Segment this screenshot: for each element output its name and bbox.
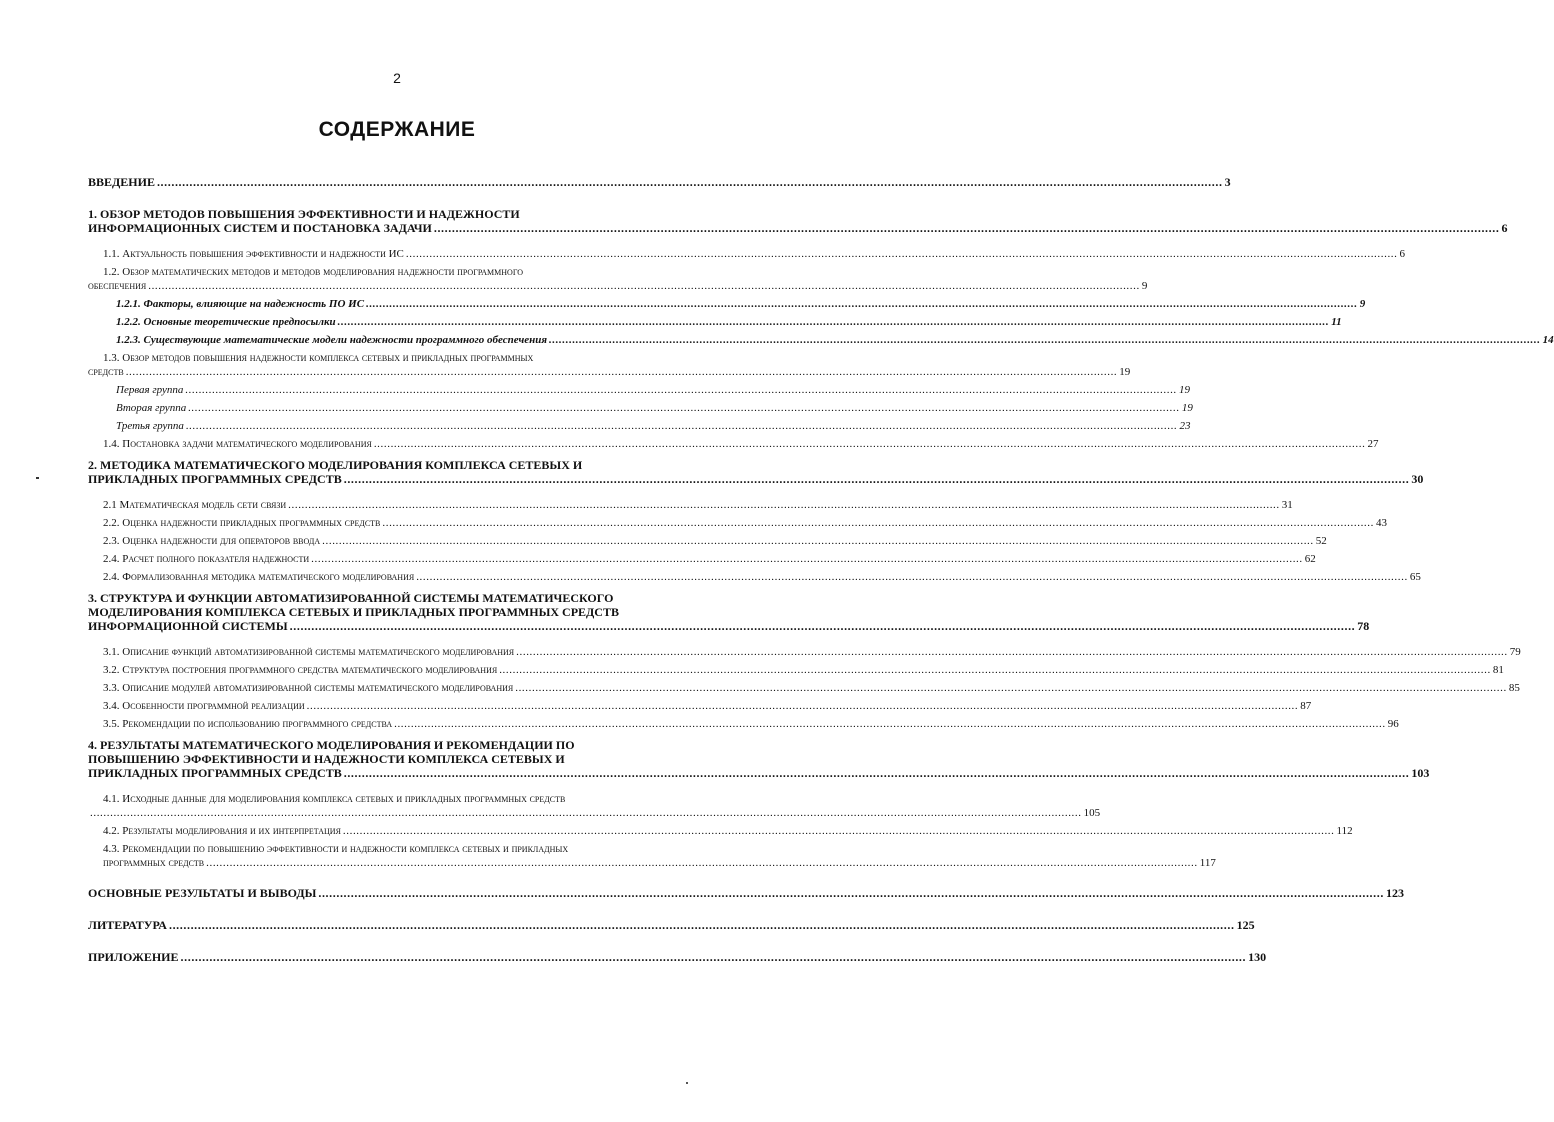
toc-section-1-3[interactable] xyxy=(88,351,1131,379)
toc-group-first[interactable] xyxy=(88,383,1191,397)
toc-section-4-2[interactable] xyxy=(88,824,1353,838)
toc-page-number: 31 xyxy=(1281,499,1293,511)
toc-section-2-4[interactable] xyxy=(88,552,1316,566)
toc-entry-text: 2.4. Формализованная методика математического моделирования xyxy=(103,571,415,583)
toc-entry-text: 2.4. Расчет полного показателя надежности xyxy=(103,553,310,565)
toc-entry-intro[interactable] xyxy=(88,175,1231,189)
toc-chapter-2[interactable] xyxy=(88,458,1424,486)
toc-page-number: 103 xyxy=(1411,766,1430,780)
toc-page-number: 11 xyxy=(1331,316,1342,328)
toc-chapter-4[interactable] xyxy=(88,738,1430,780)
toc-entry-text: ЛИТЕРАТУРА xyxy=(88,918,167,932)
toc-entry-text: 3.2. Структура построения программного средства математического моделирования xyxy=(103,664,498,676)
toc-entry-text: 4.1. Исходные данные для моделирования комплекса сетевых и прикладных программных средств xyxy=(103,793,566,805)
toc-page-number: 52 xyxy=(1315,535,1327,547)
toc-entry-text: обеспечения xyxy=(88,280,147,292)
toc-entry-text: 4.3. Рекомендации по повышению эффективности и надежности комплекса сетевых и прикладных xyxy=(103,843,569,855)
toc-page-number: 105 xyxy=(1083,807,1101,819)
toc-section-4-1[interactable] xyxy=(88,792,1101,820)
page-title: СОДЕРЖАНИЕ xyxy=(318,118,476,141)
toc-page-number: 96 xyxy=(1387,718,1399,730)
toc-entry-text: 1.1. Актуальность повышения эффективности и надежности ИС xyxy=(103,248,404,260)
toc-entry-text: программных средств xyxy=(103,857,205,869)
toc-section-4-3[interactable] xyxy=(88,842,1216,870)
toc-entry-text: 4.2. Результаты моделирования и их интерпретация xyxy=(103,825,341,837)
toc-chapter-1[interactable] xyxy=(88,207,1508,235)
toc-entry-text: 4. РЕЗУЛЬТАТЫ МАТЕМАТИЧЕСКОГО МОДЕЛИРОВАНИЯ И РЕКОМЕНДАЦИИ ПО xyxy=(88,738,575,752)
toc-entry-text: ПРИКЛАДНЫХ ПРОГРАММНЫХ СРЕДСТВ xyxy=(88,472,342,486)
toc-entry-results[interactable] xyxy=(88,886,1404,900)
toc-entry-text: Третья группа xyxy=(116,420,184,432)
toc-entry-text: 3.1. Описание функций автоматизированной системы математического моделирования xyxy=(103,646,515,658)
toc-entry-text: 2. МЕТОДИКА МАТЕМАТИЧЕСКОГО МОДЕЛИРОВАНИЯ КОМПЛЕКСА СЕТЕВЫХ И xyxy=(88,458,583,472)
toc-page-number: 23 xyxy=(1179,420,1191,432)
toc-entry-text: 3.5. Рекомендации по использованию программного средства xyxy=(103,718,393,730)
toc-page-number: 6 xyxy=(1399,248,1406,260)
toc-entry-text: 1.3. Обзор методов повышения надежности комплекса сетевых и прикладных программных xyxy=(103,352,534,364)
toc-page-number: 6 xyxy=(1501,221,1508,235)
toc-section-1-2[interactable] xyxy=(88,265,1148,293)
toc-page-number: 14 xyxy=(1542,334,1554,346)
scan-speck xyxy=(686,1082,688,1084)
toc-page-number: 81 xyxy=(1492,664,1504,676)
toc-page-number: 125 xyxy=(1236,918,1255,932)
toc-page-number: 19 xyxy=(1181,402,1193,414)
toc-entry-text: Первая группа xyxy=(116,384,184,396)
toc-entry-text: 3. СТРУКТУРА И ФУНКЦИИ АВТОМАТИЗИРОВАННОЙ СИСТЕМЫ МАТЕМАТИЧЕСКОГО xyxy=(88,591,614,605)
toc-subsection-1-2-1[interactable] xyxy=(88,297,1366,311)
page-number: 2 xyxy=(393,70,401,86)
toc-entry-text: 2.1 Математическая модель сети связи xyxy=(103,499,287,511)
toc-entry-text: 1.4. Постановка задачи математического моделирования xyxy=(103,438,372,450)
toc-entry-text: 3.4. Особенности программной реализации xyxy=(103,700,305,712)
toc-entry-text: средств xyxy=(88,366,124,378)
toc-entry-text: 1. ОБЗОР МЕТОДОВ ПОВЫШЕНИЯ ЭФФЕКТИВНОСТИ И НАДЕЖНОСТИ xyxy=(88,207,520,221)
toc-section-3-3[interactable] xyxy=(88,681,1520,695)
toc-page-number: 87 xyxy=(1300,700,1312,712)
toc-entry-text: ИНФОРМАЦИОННЫХ СИСТЕМ И ПОСТАНОВКА ЗАДАЧИ xyxy=(88,221,432,235)
toc-group-second[interactable] xyxy=(88,401,1193,415)
toc-entry-text: 1.2.3. Существующие математические модели надежности программного обеспечения xyxy=(116,334,547,346)
toc-entry-text: 3.3. Описание модулей автоматизированной системы математического моделирования xyxy=(103,682,514,694)
toc-page-number: 19 xyxy=(1179,384,1191,396)
toc-subsection-1-2-3[interactable] xyxy=(88,333,1554,347)
toc-section-2-5[interactable] xyxy=(88,570,1421,584)
toc-entry-text: ИНФОРМАЦИОННОЙ СИСТЕМЫ xyxy=(88,619,288,633)
toc-entry-text: Вторая группа xyxy=(116,402,187,414)
toc-page-number: 43 xyxy=(1375,517,1387,529)
toc-subsection-1-2-2[interactable] xyxy=(88,315,1342,329)
toc-page-number: 78 xyxy=(1357,619,1370,633)
toc-page-number: 65 xyxy=(1409,571,1421,583)
toc-entry-literature[interactable] xyxy=(88,918,1255,932)
toc-section-2-1[interactable] xyxy=(88,498,1293,512)
toc-entry-text: ПРИКЛАДНЫХ ПРОГРАММНЫХ СРЕДСТВ xyxy=(88,766,342,780)
toc-section-3-5[interactable] xyxy=(88,717,1399,731)
toc-entry-text: ПОВЫШЕНИЮ ЭФФЕКТИВНОСТИ И НАДЕЖНОСТИ КОМПЛЕКСА СЕТЕВЫХ И xyxy=(88,752,565,766)
toc-page-number: 130 xyxy=(1248,950,1267,964)
scan-speck xyxy=(36,477,39,479)
toc-entry-text: ОСНОВНЫЕ РЕЗУЛЬТАТЫ И ВЫВОДЫ xyxy=(88,886,317,900)
toc-entry-text: ВВЕДЕНИЕ xyxy=(88,175,155,189)
toc-page-number: 85 xyxy=(1508,682,1520,694)
toc-page-number: 123 xyxy=(1385,886,1404,900)
toc-page-number: 19 xyxy=(1119,366,1131,378)
toc-page-number: 3 xyxy=(1224,175,1231,189)
toc-entry-text: 2.2. Оценка надежности прикладных программных средств xyxy=(103,517,381,529)
toc-entry-appendix[interactable] xyxy=(88,950,1267,964)
toc-page-number: 27 xyxy=(1367,438,1379,450)
toc-entry-text: 1.2.2. Основные теоретические предпосылки xyxy=(116,316,336,328)
toc-entry-text: 2.3. Оценка надежности для операторов ввода xyxy=(103,535,321,547)
toc-page-number: 117 xyxy=(1199,857,1216,869)
toc-page-number: 79 xyxy=(1509,646,1521,658)
table-of-contents xyxy=(88,175,1554,964)
toc-entry-text: ПРИЛОЖЕНИЕ xyxy=(88,950,179,964)
toc-section-3-1[interactable] xyxy=(88,645,1521,659)
toc-group-third[interactable] xyxy=(88,419,1191,433)
toc-section-3-4[interactable] xyxy=(88,699,1312,713)
toc-entry-text: МОДЕЛИРОВАНИЯ КОМПЛЕКСА СЕТЕВЫХ И ПРИКЛАДНЫХ ПРОГРАММНЫХ СРЕДСТВ xyxy=(88,605,619,619)
toc-entry-text: 1.2. Обзор математических методов и методов моделирования надежности программного xyxy=(103,266,524,278)
toc-page-number: 9 xyxy=(1359,298,1366,310)
toc-page-number: 112 xyxy=(1336,825,1353,837)
toc-entry-text: 1.2.1. Факторы, влияющие на надежность ПО ИС xyxy=(116,298,365,310)
toc-chapter-3[interactable] xyxy=(88,591,1370,633)
toc-page-number: 62 xyxy=(1304,553,1316,565)
toc-page-number: 9 xyxy=(1141,280,1148,292)
toc-page-number: 30 xyxy=(1411,472,1424,486)
toc-section-2-2[interactable] xyxy=(88,516,1387,530)
toc-section-1-4[interactable] xyxy=(88,437,1379,451)
toc-section-2-3[interactable] xyxy=(88,534,1327,548)
toc-section-1-1[interactable] xyxy=(88,247,1406,261)
toc-section-3-2[interactable] xyxy=(88,663,1504,677)
